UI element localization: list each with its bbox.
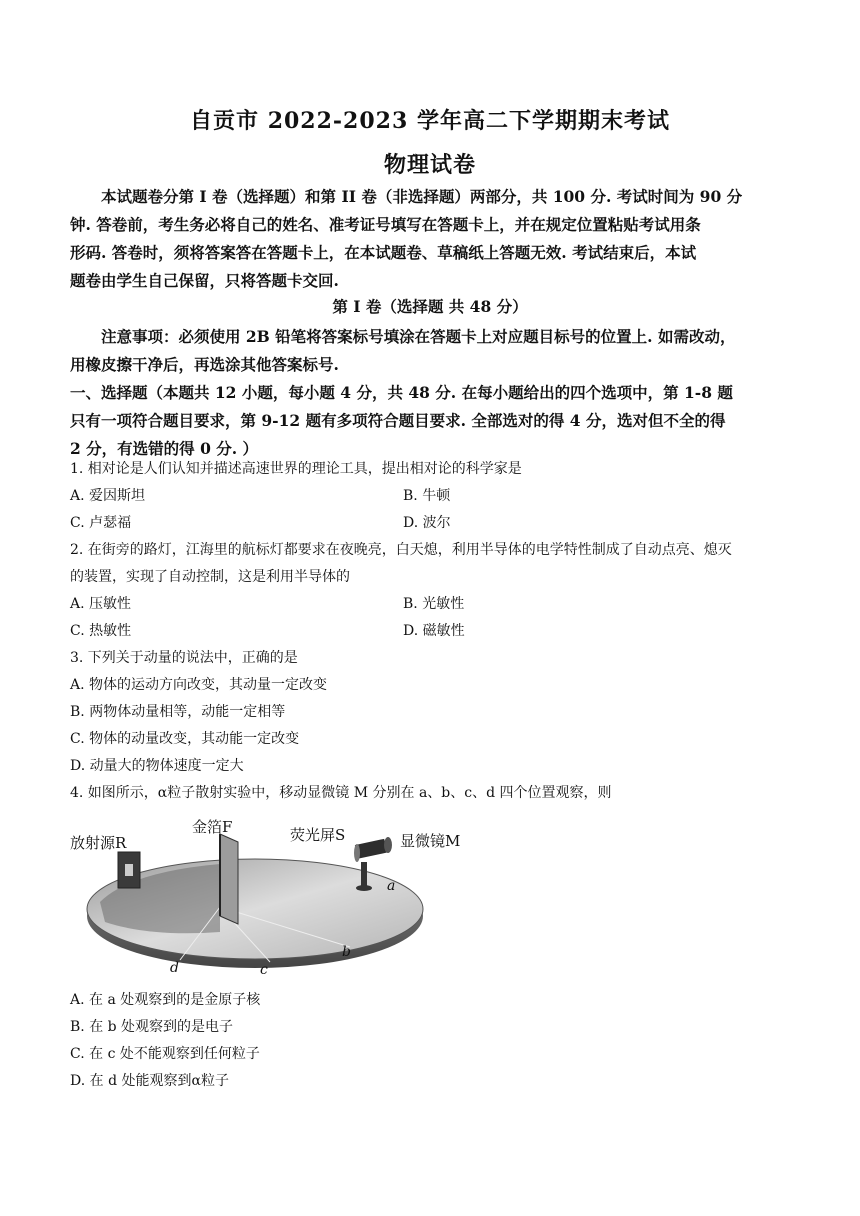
intro-line: 形码. 答卷时，须将答案答在答题卡上，在本试题卷、草稿纸上答题无效. 考试结束后，本试 <box>70 243 697 262</box>
option-a: A. 爱因斯坦 <box>70 488 146 504</box>
exam-title: 自贡市 2022-2023 学年高二下学期期末考试 <box>190 108 670 134</box>
part1-heading: 第 I 卷（选择题 共 48 分） <box>332 297 528 316</box>
option-d: D. 波尔 <box>403 515 451 531</box>
microscope-label: 显微镜M <box>400 832 461 850</box>
section-line: 2 分，有选错的得 0 分. ） <box>70 439 259 458</box>
gold-foil <box>220 834 238 924</box>
section-line: 只有一项符合题目要求，第 9-12 题有多项符合题目要求. 全部选对的得 4 分，选对但不全的得 <box>70 411 726 430</box>
screen-mount <box>361 862 367 886</box>
option-a: A. 在 a 处观察到的是金原子核 <box>70 992 261 1008</box>
intro-line: 钟. 答卷前，考生务必将自己的姓名、准考证号填写在答题卡上，并在规定位置粘贴考试用条 <box>70 215 701 234</box>
option-c: C. 在 c 处不能观察到任何粒子 <box>70 1046 260 1062</box>
option-d: D. 在 d 处能观察到α粒子 <box>70 1073 229 1089</box>
point-d-label: d <box>170 960 179 976</box>
fluorescent-screen <box>354 844 360 862</box>
notice-line: 用橡皮擦干净后，再选涂其他答案标号. <box>70 355 339 374</box>
question-stem: 的装置，实现了自动控制，这是利用半导体的 <box>70 569 350 585</box>
option-c: C. 热敏性 <box>70 623 132 639</box>
option-a: A. 压敏性 <box>70 596 132 612</box>
point-b-label: b <box>342 944 351 960</box>
microscope-lens <box>384 837 392 853</box>
screen-label: 荧光屏S <box>290 826 346 844</box>
intro-line: 本试题卷分第 I 卷（选择题）和第 II 卷（非选择题）两部分，共 100 分. 考试时间为 90 分 <box>101 187 743 206</box>
question-stem: 3. 下列关于动量的说法中，正确的是 <box>70 650 298 666</box>
question-stem: 4. 如图所示，α粒子散射实验中，移动显微镜 M 分别在 a、b、c、d 四个位置观察，则 <box>70 785 612 801</box>
option-a: A. 物体的运动方向改变，其动量一定改变 <box>70 677 328 693</box>
point-c-label: c <box>260 962 268 978</box>
question-stem: 2. 在街旁的路灯，江海里的航标灯都要求在夜晚亮，白天熄，利用半导体的电学特性制成了自动点亮、熄灭 <box>70 542 732 558</box>
point-a-label: a <box>387 878 396 894</box>
source-window <box>125 864 133 876</box>
option-c: C. 物体的动量改变，其动能一定改变 <box>70 731 300 747</box>
option-c: C. 卢瑟福 <box>70 515 132 531</box>
screen-base <box>356 885 372 891</box>
option-b: B. 两物体动量相等，动能一定相等 <box>70 704 286 720</box>
option-d: D. 磁敏性 <box>403 623 465 639</box>
alpha-scattering-figure <box>70 812 480 982</box>
option-b: B. 牛顿 <box>403 488 451 504</box>
notice-line: 注意事项：必须使用 2B 铅笔将答案标号填涂在答题卡上对应题目标号的位置上. 如需改动， <box>101 327 736 346</box>
section-line: 一、选择题（本题共 12 小题，每小题 4 分，共 48 分. 在每小题给出的四个选项中，第 1-8 题 <box>70 383 733 402</box>
option-d: D. 动量大的物体速度一定大 <box>70 758 244 774</box>
foil-label: 金箔F <box>192 818 233 836</box>
question-stem: 1. 相对论是人们认知并描述高速世界的理论工具，提出相对论的科学家是 <box>70 461 522 477</box>
exam-subtitle: 物理试卷 <box>383 152 476 178</box>
source-label: 放射源R <box>70 834 127 852</box>
intro-line: 题卷由学生自己保留，只将答题卡交回. <box>70 271 339 290</box>
option-b: B. 光敏性 <box>403 596 465 612</box>
option-b: B. 在 b 处观察到的是电子 <box>70 1019 234 1035</box>
